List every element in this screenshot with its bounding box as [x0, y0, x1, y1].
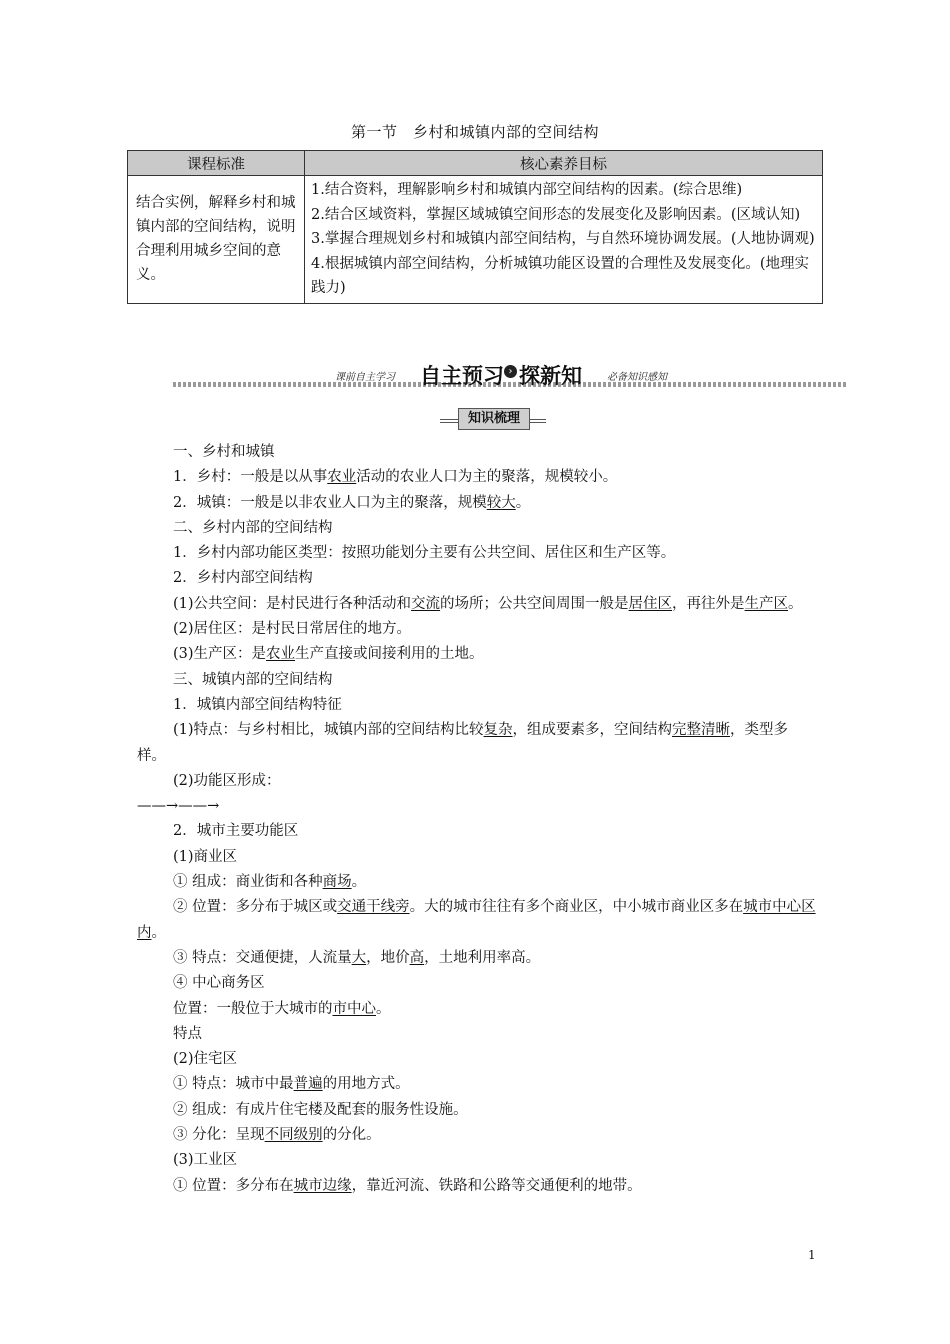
heading-1: 一、乡村和城镇: [173, 444, 275, 460]
paragraph: 位置：一般位于大城市的市中心。: [173, 1000, 391, 1017]
goal-item: 3.掌握合理规划乡村和城镇内部空间结构，与自然环境协调发展。(人地协调观): [311, 231, 815, 247]
header-goals: 核心素养目标: [305, 151, 823, 176]
paragraph: 特点: [173, 1025, 202, 1042]
paragraph: 2．城市主要功能区: [173, 823, 299, 840]
paragraph: (3)生产区：是农业生产直接或间接利用的土地。: [173, 646, 484, 663]
curriculum-table: [127, 150, 823, 304]
paragraph: 1．乡村：一般是以从事农业活动的农业人口为主的聚落，规模较小。: [173, 469, 618, 486]
paragraph: (2)功能区形成：: [173, 772, 281, 789]
banner-title-b: 探新知: [519, 364, 582, 388]
section-title: 第一节 乡村和城镇内部的空间结构: [350, 123, 599, 141]
paragraph: (2)住宅区: [173, 1051, 238, 1068]
goal-item: 1.结合资料，理解影响乡村和城镇内部空间结构的因素。(综合思维): [311, 182, 743, 198]
standard-cell: 结合实例，解释乡村和城镇内部的空间结构，说明合理利用城乡空间的意义。: [128, 176, 305, 304]
paragraph: ① 组成：商业街和各种商场。: [173, 874, 367, 891]
heading-3: 三、城镇内部的空间结构: [173, 671, 333, 688]
banner-band: [173, 382, 848, 387]
paragraph: ③ 特点：交通便捷，人流量大，地价高，土地利用率高。: [173, 949, 541, 966]
header-standard: 课程标准: [128, 151, 305, 176]
section-banner: [173, 362, 848, 388]
paragraph: 2．城镇：一般是以非农业人口为主的聚落，规模较大。: [173, 494, 531, 511]
banner-suffix: 必备知识感知: [607, 372, 667, 383]
page-number: 1: [808, 1248, 816, 1262]
banner-title-a: 自主预习: [420, 364, 504, 388]
arrow-icon: ›: [504, 365, 517, 378]
paragraph: 1．城镇内部空间结构特征: [173, 696, 342, 713]
paragraph: ① 特点：城市中最普遍的用地方式。: [173, 1076, 410, 1093]
goals-cell: [305, 176, 823, 304]
paragraph: 1．乡村内部功能区类型：按照功能划分主要有公共空间、居住区和生产区等。: [173, 545, 676, 562]
paragraph: ② 位置：多分布于城区或交通干线旁。大的城市往往有多个商业区，中小城市商业区多在城市中心区内。: [137, 899, 816, 941]
goal-item: 2.结合区域资料，掌握区域城镇空间形态的发展变化及影响因素。(区域认知): [311, 206, 801, 223]
paragraph: (1)公共空间：是村民进行各种活动和交流的场所；公共空间周围一般是居住区，再往外是生产区。: [173, 595, 803, 612]
paragraph: ② 组成：有成片住宅楼及配套的服务性设施。: [173, 1101, 468, 1118]
paragraph: (1)特点：与乡村相比，城镇内部的空间结构比较复杂，组成要素多，空间结构完整清晰，类型多样。: [137, 722, 789, 764]
goal-item: 4.根据城镇内部空间结构，分析城镇功能区设置的合理性及发展变化。(地理实践力): [311, 255, 809, 296]
arrow-chain: ——→——→: [137, 798, 220, 815]
paragraph: (2)居住区：是村民日常居住的地方。: [173, 621, 412, 638]
banner-prefix: 课前自主学习: [335, 372, 395, 383]
tag-label: 知识梳理: [458, 408, 530, 430]
knowledge-tag: [440, 408, 548, 430]
paragraph: 2．乡村内部空间结构: [173, 570, 313, 587]
heading-2: 二、乡村内部的空间结构: [173, 519, 333, 536]
paragraph: ③ 分化：呈现不同级别的分化。: [173, 1127, 381, 1144]
paragraph: ④ 中心商务区: [173, 975, 265, 992]
paragraph: (1)商业区: [173, 848, 238, 865]
paragraph: (3)工业区: [173, 1152, 238, 1169]
content-body: [137, 440, 817, 1199]
paragraph: ① 位置：多分布在城市边缘，靠近河流、铁路和公路等交通便利的地带。: [173, 1177, 642, 1194]
